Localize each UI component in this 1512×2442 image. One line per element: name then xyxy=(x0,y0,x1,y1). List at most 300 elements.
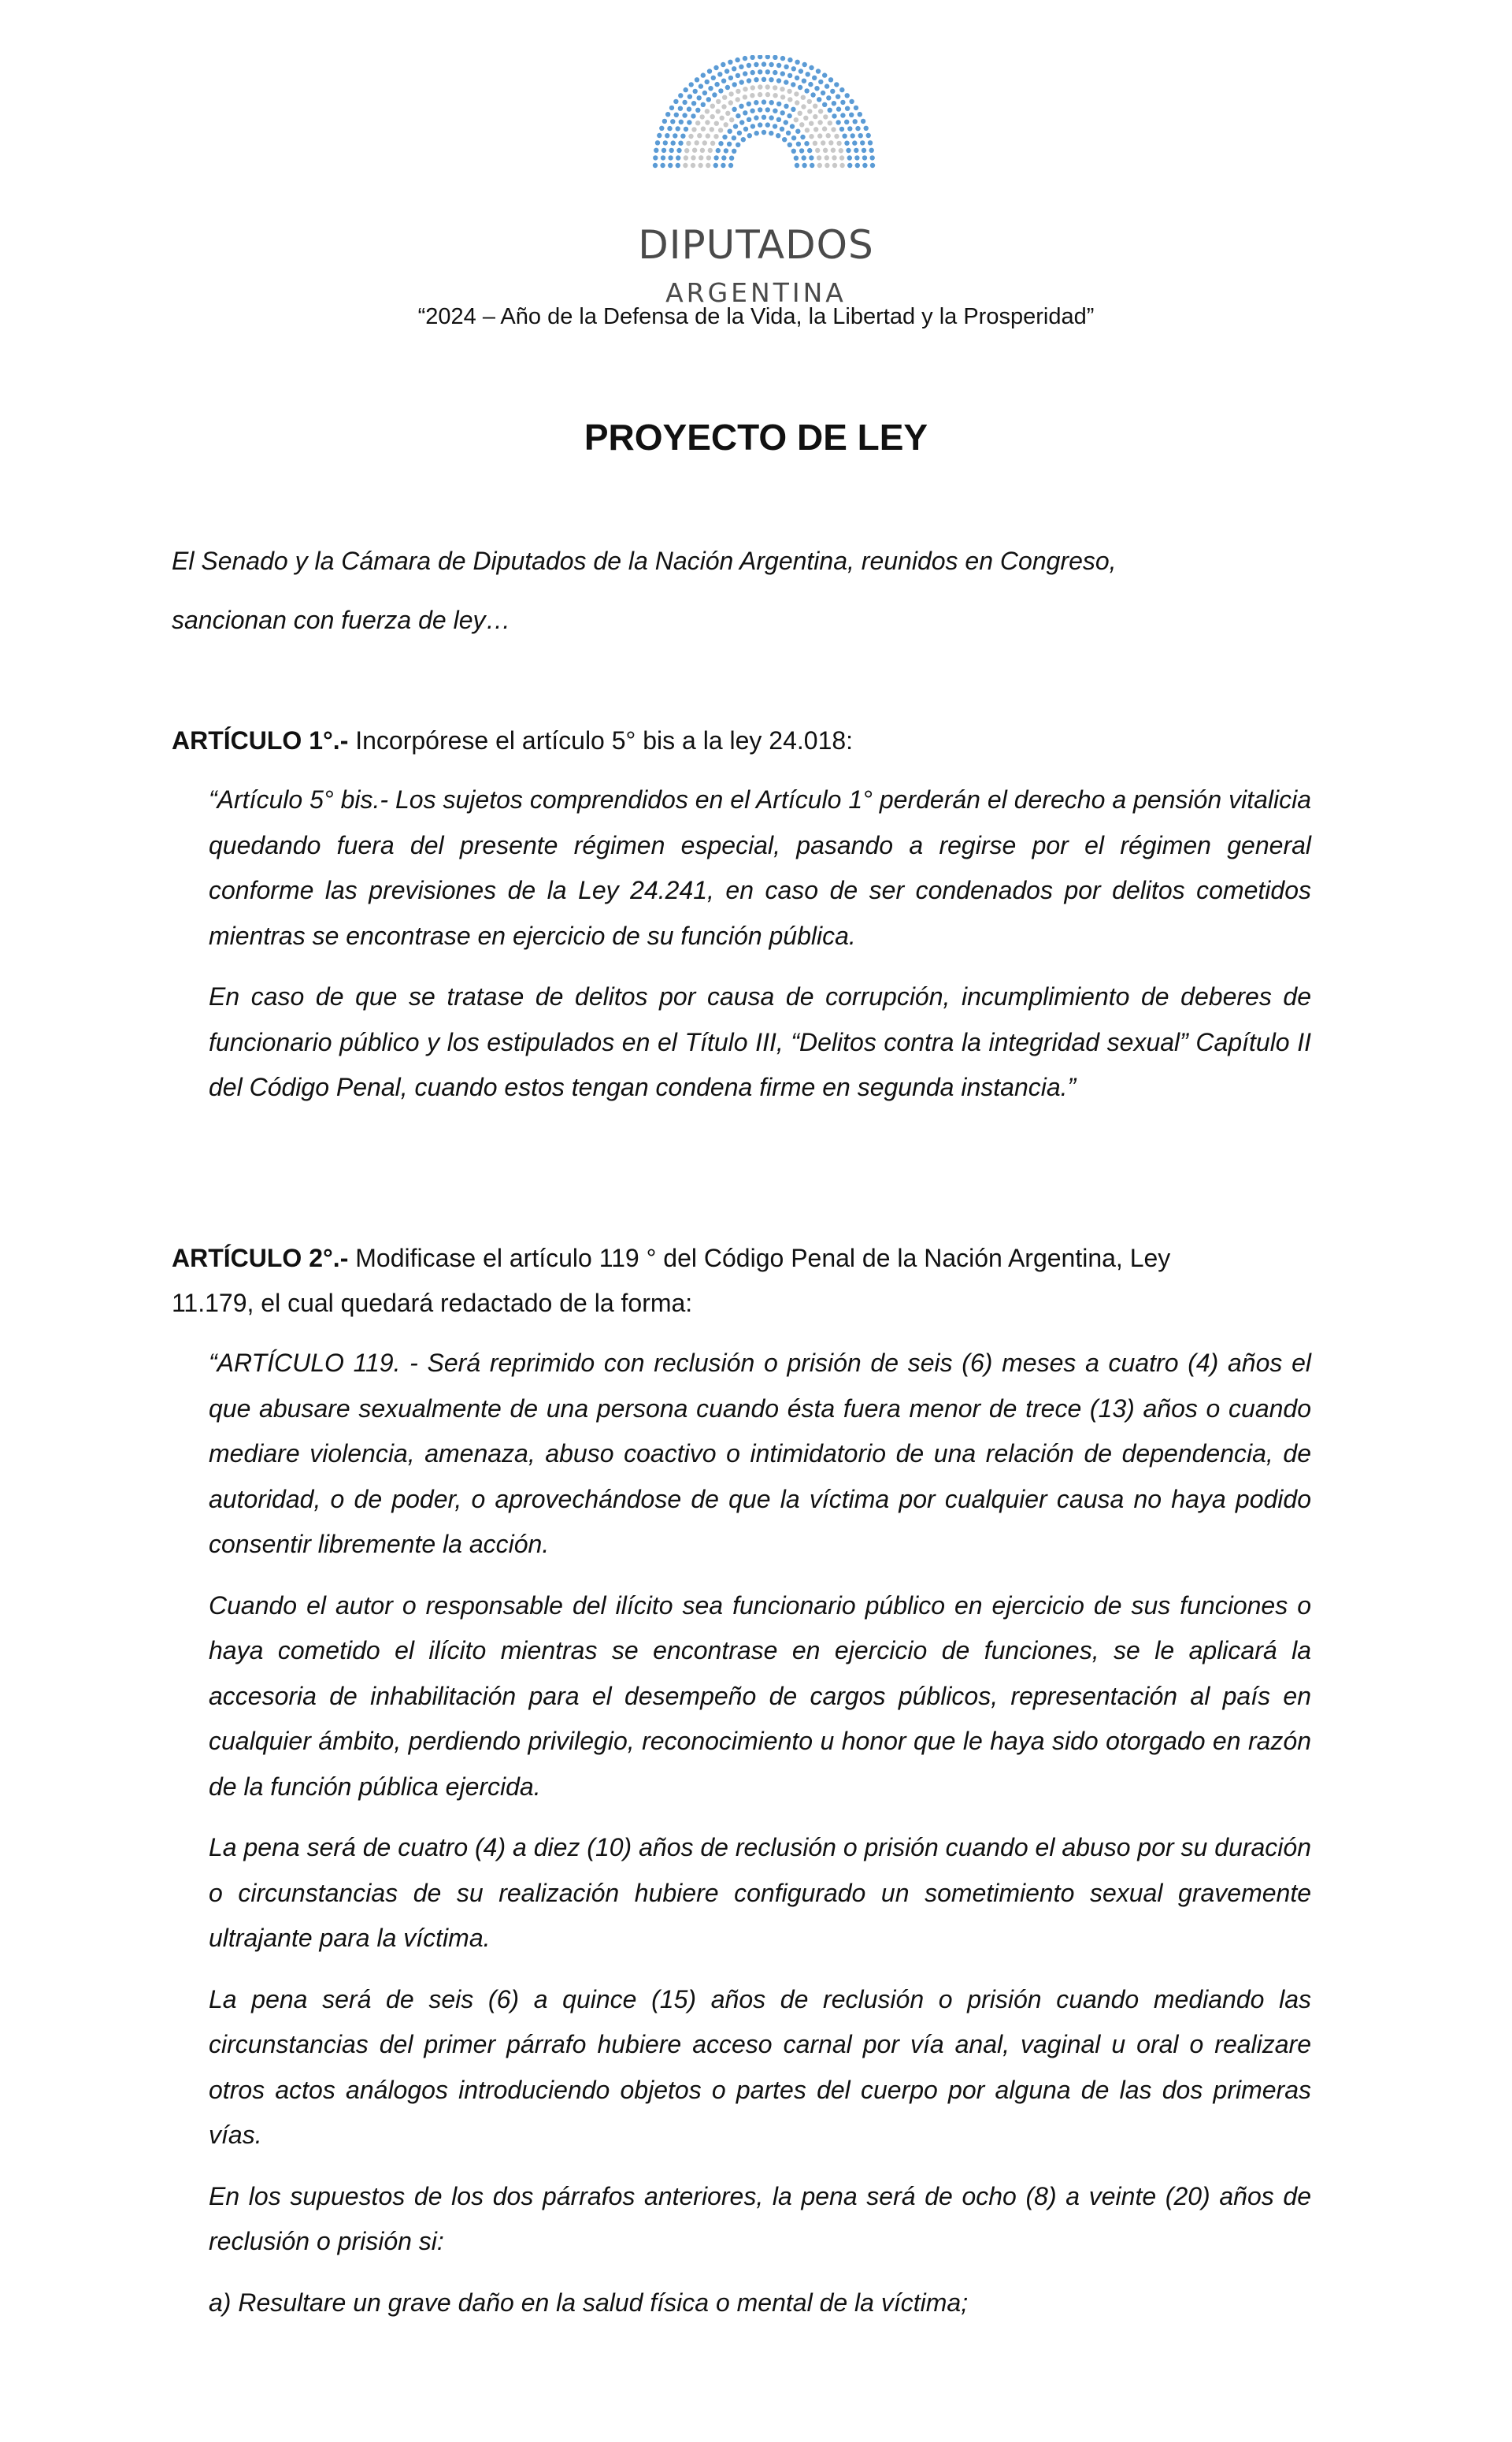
hemicycle-dot xyxy=(765,122,770,127)
hemicycle-dot xyxy=(870,155,875,160)
hemicycle-dot xyxy=(655,140,660,145)
hemicycle-dot xyxy=(739,104,743,109)
hemicycle-dot xyxy=(676,148,681,153)
hemicycle-dot xyxy=(776,63,781,68)
hemicycle-dot xyxy=(840,100,845,105)
hemicycle-dot xyxy=(758,92,762,97)
hemicycle-dot xyxy=(799,69,803,73)
hemicycle-dot xyxy=(718,88,723,93)
hemicycle-dot xyxy=(795,60,799,65)
hemicycle-dot xyxy=(673,99,678,104)
hemicycle-dot xyxy=(721,79,726,84)
hemicycle-dot xyxy=(769,77,773,82)
article-2-label: ARTÍCULO 2°.- xyxy=(172,1244,349,1272)
hemicycle-dot xyxy=(736,73,740,78)
hemicycle-dot xyxy=(684,127,688,132)
hemicycle-dot xyxy=(795,163,799,168)
hemicycle-dot xyxy=(743,71,747,76)
hemicycle-dot xyxy=(660,163,665,168)
hemicycle-dot xyxy=(858,112,862,117)
hemicycle-dot xyxy=(870,163,875,168)
hemicycle-dot xyxy=(849,113,854,117)
article-2-quote xyxy=(209,1341,1311,2341)
hemicycle-dot xyxy=(803,116,808,121)
hemicycle-dot xyxy=(669,148,674,153)
hemicycle-dot xyxy=(780,127,784,132)
hemicycle-dot xyxy=(809,65,813,70)
hemicycle-dot xyxy=(682,113,687,117)
article-2-text-line-1: Modificase el artículo 119 ° del Código Penal de la Nación Argentina, Ley xyxy=(348,1244,1171,1272)
hemicycle-dot xyxy=(706,155,711,160)
hemicycle-dot xyxy=(818,109,823,113)
hemicycle-dot xyxy=(693,89,698,94)
hemicycle-dot xyxy=(721,163,725,168)
hemicycle-dot xyxy=(716,109,721,113)
hemicycle-dot xyxy=(680,134,685,139)
logo-subtitle: ARGENTINA xyxy=(665,277,847,308)
hemicycle-dot xyxy=(813,104,817,109)
hemicycle-dot xyxy=(708,86,713,91)
hemicycle-dot xyxy=(713,134,718,139)
hemicycle-dot xyxy=(816,69,821,73)
hemicycle-dot xyxy=(662,119,667,124)
hemicycle-dot xyxy=(788,143,792,147)
hemicycle-dot xyxy=(780,87,784,91)
hemicycle-dot xyxy=(750,109,754,113)
hemicycle-dot xyxy=(773,85,777,90)
hemicycle-dot xyxy=(817,163,822,168)
hemicycle-dot xyxy=(750,55,754,60)
hemicycle-dot xyxy=(839,155,844,160)
hemicycle-dot xyxy=(807,148,812,153)
hemicycle-dot xyxy=(836,106,841,111)
hemicycle-dot xyxy=(782,137,787,142)
hemicycle-dot xyxy=(830,89,835,94)
hemicycle-dot xyxy=(684,87,688,92)
hemicycle-dot xyxy=(695,140,699,145)
hemicycle-dot xyxy=(706,133,710,138)
hemicycle-dot xyxy=(743,95,747,99)
hemicycle-dot xyxy=(791,82,795,87)
hemicycle-dot xyxy=(668,155,673,160)
hemicycle-dot xyxy=(813,127,818,132)
hemicycle-dot xyxy=(831,127,836,132)
hemicycle-dot xyxy=(832,163,837,168)
hemicycle-dot xyxy=(692,148,697,153)
hemicycle-dot xyxy=(780,71,785,76)
hemicycle-dot xyxy=(676,155,680,160)
article-2-text-line-2: 11.179, el cual quedará redactado de la forma: xyxy=(172,1289,693,1317)
hemicycle-dot xyxy=(691,155,695,160)
hemicycle-dot xyxy=(743,127,748,132)
hemicycle-dot xyxy=(700,114,705,119)
hemicycle-dot xyxy=(802,62,807,67)
hemicycle-dot xyxy=(722,95,727,100)
hemicycle-dot xyxy=(754,100,758,105)
hemicycle-dot xyxy=(809,155,813,160)
hemicycle-dot xyxy=(765,55,770,59)
hemicycle-dot xyxy=(791,149,796,154)
hemicycle-dot xyxy=(769,115,773,120)
hemicycle-dot xyxy=(828,121,832,125)
hemicycle-dot xyxy=(683,163,687,168)
hemicycle-dot xyxy=(687,95,692,99)
hemicycle-dot xyxy=(724,69,729,73)
hemicycle-dot xyxy=(714,82,719,87)
hemicycle-dot xyxy=(725,111,730,116)
document-title: PROYECTO DE LEY xyxy=(584,417,928,458)
hemicycle-dot xyxy=(840,113,845,117)
hemicycle-dot xyxy=(747,117,751,122)
hemicycle-dot xyxy=(844,141,849,146)
hemicycle-dot xyxy=(788,58,792,62)
hemicycle-dot xyxy=(780,110,785,115)
hemicycle-dot xyxy=(842,134,847,139)
hemicycle-dot xyxy=(825,155,829,160)
hemicycle-dot xyxy=(668,163,673,168)
hemicycle-dot xyxy=(762,77,766,82)
hemicycle-dot xyxy=(854,106,858,110)
hemicycle-dot xyxy=(822,126,827,131)
hemicycle-dot xyxy=(765,92,770,97)
hemicycle-dot xyxy=(706,163,710,168)
hemicycle-dot xyxy=(747,133,752,138)
hemicycle-dot xyxy=(799,148,804,153)
hemicycle-dot xyxy=(852,140,857,145)
hemicycle-dots-icon xyxy=(646,55,882,173)
hemicycle-dot xyxy=(813,141,817,146)
hemicycle-dot xyxy=(802,163,806,168)
hemicycle-dot xyxy=(804,141,809,146)
hemicycle-dot xyxy=(846,148,850,153)
hemicycle-dot xyxy=(776,78,781,83)
intro-line-1: El Senado y la Cámara de Diputados de la Nación Argentina, reunidos en Congreso, xyxy=(172,547,1117,575)
hemicycle-dot xyxy=(814,86,819,91)
hemicycle-dot xyxy=(662,148,666,153)
hemicycle-dot xyxy=(665,112,670,117)
hemicycle-dot xyxy=(831,148,836,153)
hemicycle-dot xyxy=(791,66,796,71)
article-1-label: ARTÍCULO 1°.- xyxy=(172,726,349,755)
hemicycle-dot xyxy=(710,114,715,119)
hemicycle-dot xyxy=(718,141,723,146)
hemicycle-dot xyxy=(713,163,718,168)
hemicycle-dot xyxy=(832,155,836,160)
hemicycle-dot xyxy=(762,130,766,135)
hemicycle-dot xyxy=(711,76,716,80)
hemicycle-dot xyxy=(812,76,817,80)
hemicycle-dot xyxy=(713,65,718,70)
hemicycle-dot xyxy=(836,95,840,99)
hemicycle-dot xyxy=(861,119,865,124)
hemicycle-dot xyxy=(743,87,747,91)
hemicycle-dot xyxy=(697,95,702,100)
hemicycle-dot xyxy=(741,137,746,142)
hemicycle-dot xyxy=(705,120,710,124)
hemicycle-dot xyxy=(773,55,777,60)
hemicycle-dot xyxy=(804,88,809,93)
hemicycle-dot xyxy=(722,135,727,139)
hemicycle-dot xyxy=(676,163,680,168)
hemicycle-dot xyxy=(826,95,831,100)
hemicycle-dot xyxy=(718,128,723,132)
logo xyxy=(0,47,1512,308)
hemicycle-dot xyxy=(821,91,825,95)
hemicycle-dot xyxy=(736,113,740,118)
hemicycle-dot xyxy=(845,106,850,111)
hemicycle-dot xyxy=(758,84,762,89)
hemicycle-dot xyxy=(728,163,733,168)
hemicycle-dot xyxy=(798,111,802,116)
hemicycle-dot xyxy=(854,155,859,160)
hemicycle-dot xyxy=(724,148,728,153)
hemicycle-dot xyxy=(773,93,777,98)
hemicycle-dot xyxy=(788,73,792,78)
hemicycle-dot xyxy=(795,129,800,134)
article-2-quote-paragraph: “ARTÍCULO 119. - Será reprimido con reclusión o prisión de seis (6) meses a cuatro (4) años el que abusare sexualmente de una persona cuando ésta fuera menor de trece (13) años o cuando mediare violencia, amenaza, abuso coactivo o intimidatorio de una relación de dependencia, de autoridad, o de poder, o aprovechándose de que la víctima por cualquier causa no haya podido consentir libremente la acción. xyxy=(209,1349,1311,1558)
hemicycle-dot xyxy=(847,155,852,160)
hemicycle-dot xyxy=(659,126,664,131)
hemicycle-dot xyxy=(773,70,777,75)
article-1-quote-paragraph: “Artículo 5° bis.- Los sujetos comprendidos en el Artículo 1° perderán el derecho a pensión vitalicia quedando fuera del presente régimen especial, pasando a regirse por el régimen general conforme las previsiones de la Ley 24.241, en caso de ser condenados por delitos cometidos mientras se encontrase en ejercicio de su función pública. xyxy=(209,785,1311,950)
hemicycle-dot xyxy=(839,163,844,168)
hemicycle-dot xyxy=(801,104,806,109)
hemicycle-dot xyxy=(787,113,791,118)
hemicycle-dot xyxy=(795,100,799,105)
hemicycle-dot xyxy=(671,140,676,145)
hemicycle-dot xyxy=(674,113,679,117)
hemicycle-dot xyxy=(791,107,795,112)
hemicycle-dot xyxy=(817,97,821,102)
hemicycle-dot xyxy=(716,148,721,153)
hemicycle-dot xyxy=(705,109,710,113)
hemicycle-dot xyxy=(776,117,781,122)
hemicycle-dot xyxy=(823,114,828,119)
hemicycle-dot xyxy=(678,93,683,98)
hemicycle-dot xyxy=(788,97,792,102)
hemicycle-dot xyxy=(727,142,732,147)
hemicycle-dot xyxy=(689,82,694,87)
hemicycle-dot xyxy=(798,85,802,90)
hemicycle-dot xyxy=(769,131,773,135)
hemicycle-dot xyxy=(839,87,844,92)
hemicycle-dot xyxy=(784,120,788,124)
hemicycle-dot xyxy=(721,155,726,160)
hemicycle-dot xyxy=(773,109,777,113)
hemicycle-dot xyxy=(716,99,721,104)
hemicycle-dot xyxy=(736,97,740,102)
hemicycle-dot xyxy=(687,106,691,111)
hemicycle-dot xyxy=(817,120,822,124)
hemicycle-dot xyxy=(762,115,766,120)
hemicycle-dot xyxy=(747,102,751,106)
hemicycle-dot xyxy=(828,140,833,145)
hemicycle-dot xyxy=(687,120,691,124)
hemicycle-dot xyxy=(739,65,743,69)
hemicycle-dot xyxy=(736,143,740,147)
article-1-quote xyxy=(209,778,1311,1126)
hemicycle-dot xyxy=(809,134,813,139)
hemicycle-dot xyxy=(702,91,707,95)
hemicycle-dot xyxy=(710,104,715,109)
hemicycle-dot xyxy=(667,126,672,131)
hemicycle-dot xyxy=(773,124,777,128)
hemicycle-dot xyxy=(791,135,796,140)
hemicycle-dot xyxy=(699,155,703,160)
hemicycle-dot xyxy=(670,119,675,124)
hemicycle-dot xyxy=(762,61,766,66)
hemicycle-dot xyxy=(701,72,706,77)
hemicycle-dot xyxy=(796,142,801,147)
hemicycle-dot xyxy=(790,124,795,128)
hemicycle-dot xyxy=(724,122,728,127)
article-2-heading xyxy=(172,1236,1311,1326)
hemicycle-dot xyxy=(794,117,799,122)
hemicycle-dot xyxy=(801,95,806,100)
hemicycle-dot xyxy=(702,140,707,145)
hemicycle-dot xyxy=(732,66,736,71)
hemicycle-dot xyxy=(828,77,833,82)
hemicycle-dot xyxy=(821,140,825,145)
hemicycle-dot xyxy=(758,122,762,127)
hemicycle-dot xyxy=(682,100,687,105)
hemicycle-dot xyxy=(733,124,738,128)
hemicycle-dot xyxy=(706,97,711,102)
hemicycle-dot xyxy=(750,85,755,90)
hemicycle-dot xyxy=(728,100,733,105)
hemicycle-dot xyxy=(758,55,762,59)
hemicycle-dot xyxy=(654,148,658,153)
hemicycle-dot xyxy=(839,148,843,153)
hemicycle-dot xyxy=(686,141,691,146)
hemicycle-dot xyxy=(815,148,820,153)
hemicycle-dot xyxy=(834,82,839,87)
hemicycle-dot xyxy=(720,116,724,121)
hemicycle-dot xyxy=(758,69,762,74)
hemicycle-dot xyxy=(794,91,799,96)
hemicycle-dot xyxy=(707,69,712,73)
hemicycle-dot xyxy=(817,133,822,138)
hemicycle-dot xyxy=(787,89,791,94)
hemicycle-dot xyxy=(725,85,730,90)
hemicycle-dot xyxy=(699,84,703,88)
hemicycle-dot xyxy=(728,129,732,134)
hemicycle-dot xyxy=(700,148,705,153)
hemicycle-dot xyxy=(808,82,813,87)
hemicycle-dot xyxy=(825,163,829,168)
hemicycle-dot xyxy=(828,108,832,113)
hemicycle-dot xyxy=(739,80,744,84)
article-1-text: Incorpórese el artículo 5° bis a la ley 24.018: xyxy=(348,726,854,755)
hemicycle-dot xyxy=(862,148,866,153)
hemicycle-dot xyxy=(836,120,840,124)
hemicycle-dot xyxy=(822,102,827,107)
hemicycle-dot xyxy=(729,117,734,122)
hemicycle-dot xyxy=(743,56,747,61)
hemicycle-dot xyxy=(855,126,860,131)
hemicycle-dot xyxy=(708,148,713,153)
hemicycle-dot xyxy=(769,62,773,67)
hemicycle-dot xyxy=(839,127,844,132)
hemicycle-dot xyxy=(713,155,718,160)
hemicycle-dot xyxy=(657,133,662,138)
hemicycle-dot xyxy=(732,107,736,112)
hemicycle-dot xyxy=(802,155,806,160)
hemicycle-dot xyxy=(809,121,813,126)
article-2-quote-paragraph: Cuando el autor o responsable del ilícito sea funcionario público en ejercicio de sus funciones o haya cometido el ilícito mientras se encontrase en ejercicio de funciones, se le aplicará la accesoria de inhabilitación para el desempeño de cargos públicos, representación al país en cualquier ámbito, perdiendo privilegio, reconocimiento u honor que le haya sido otorgado en razón de la función pública ejercida. xyxy=(209,1590,1311,1801)
hemicycle-dot xyxy=(818,80,823,84)
hemicycle-dot xyxy=(784,80,788,84)
hemicycle-dot xyxy=(832,113,836,118)
hemicycle-dot xyxy=(754,62,758,67)
hemicycle-dot xyxy=(780,56,785,61)
hemicycle-dot xyxy=(765,69,770,74)
hemicycle-dot xyxy=(754,131,759,135)
hemicycle-dot xyxy=(847,163,852,168)
hemicycle-dot xyxy=(802,79,806,84)
hemicycle-dot xyxy=(712,92,717,97)
hemicycle-dot xyxy=(714,121,719,126)
hemicycle-dot xyxy=(737,131,742,135)
hemicycle-dot xyxy=(776,133,780,138)
hemicycle-dot xyxy=(813,114,817,119)
hemicycle-dot xyxy=(695,77,699,82)
hemicycle-dot xyxy=(750,70,755,75)
hemicycle-dot xyxy=(721,104,726,109)
article-2-list-item-a: a) Resultare un grave daño en la salud física o mental de la víctima; xyxy=(209,2288,969,2317)
hemicycle-dot xyxy=(698,163,702,168)
hemicycle-dot xyxy=(784,65,788,69)
hemicycle-dot xyxy=(858,133,863,138)
hemicycle-dot xyxy=(691,163,695,168)
hemicycle-dot xyxy=(710,127,714,132)
hemicycle-dot xyxy=(695,121,700,125)
hemicycle-dot xyxy=(721,62,725,67)
hemicycle-dot xyxy=(784,104,788,109)
hemicycle-dot xyxy=(678,106,683,111)
hemicycle-dot xyxy=(673,133,677,138)
hemicycle-dot xyxy=(794,156,799,161)
hemicycle-dot xyxy=(705,80,710,84)
hemicycle-dot xyxy=(850,133,855,138)
hemicycle-dot xyxy=(765,107,770,112)
hemicycle-dot xyxy=(765,84,770,89)
hemicycle-dot xyxy=(807,99,812,104)
hemicycle-dot xyxy=(678,141,683,146)
hemicycle-dot xyxy=(758,107,762,112)
hemicycle-dot xyxy=(836,141,841,146)
hemicycle-dot xyxy=(736,89,740,94)
hemicycle-dot xyxy=(807,109,812,113)
hemicycle-dot xyxy=(847,126,852,131)
hemicycle-dot xyxy=(669,106,674,110)
hemicycle-dot xyxy=(743,110,747,115)
hemicycle-dot xyxy=(762,99,766,104)
hemicycle-dot xyxy=(832,101,836,106)
hemicycle-dot xyxy=(739,120,744,124)
hemicycle-dot xyxy=(822,72,827,77)
hemicycle-dot xyxy=(728,60,732,65)
hemicycle-dot xyxy=(769,100,774,105)
hemicycle-dot xyxy=(805,128,810,132)
hemicycle-dot xyxy=(732,135,736,140)
hemicycle-dot xyxy=(849,99,854,104)
hemicycle-dot xyxy=(868,140,873,145)
hemicycle-dot xyxy=(860,140,865,145)
hemicycle-dot xyxy=(810,92,815,97)
hemicycle-dot xyxy=(754,115,758,120)
intro-line-2: sancionan con fuerza de ley… xyxy=(172,606,511,634)
